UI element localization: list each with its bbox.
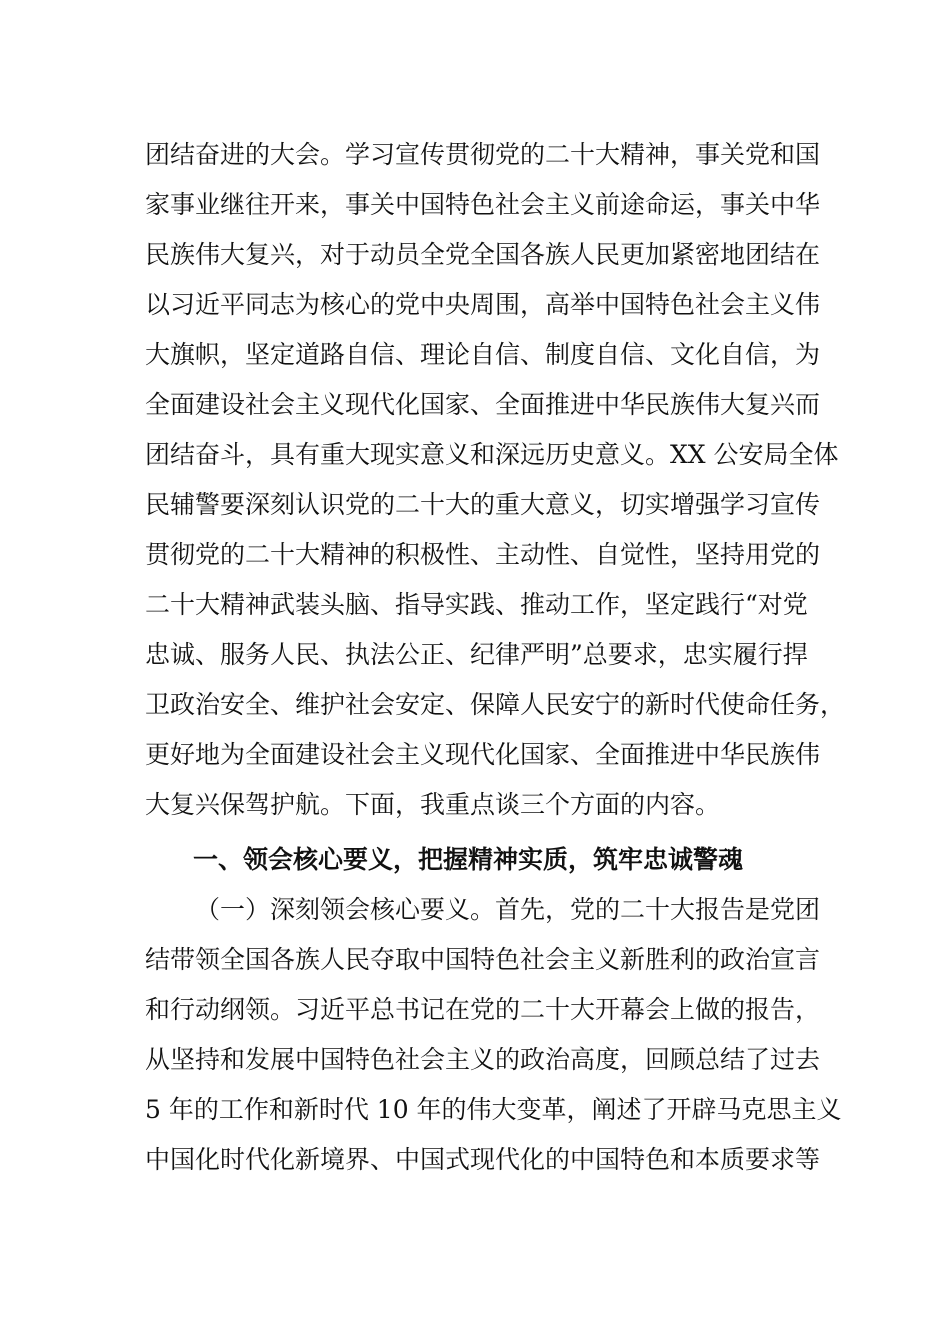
paragraph-line: 团结奋进的大会。学习宣传贯彻党的二十大精神，事关党和国 <box>145 140 821 169</box>
paragraph-line: 大旗帜，坚定道路自信、理论自信、制度自信、文化自信，为 <box>145 340 821 369</box>
paragraph-line: 和行动纲领。习近平总书记在党的二十大开幕会上做的报告， <box>145 995 821 1024</box>
paragraph-line: 家事业继往开来，事关中国特色社会主义前途命运，事关中华 <box>145 190 821 219</box>
body-paragraph-1 <box>145 130 846 830</box>
paragraph-line: 从坚持和发展中国特色社会主义的政治高度，回顾总结了过去 <box>145 1045 821 1074</box>
paragraph-line: 5 年的工作和新时代 10 年的伟大变革，阐述了开辟马克思主义 <box>145 1095 842 1124</box>
paragraph-line: 民辅警要深刻认识党的二十大的重大意义，切实增强学习宣传 <box>145 490 821 519</box>
paragraph-line: 大复兴保驾护航。下面，我重点谈三个方面的内容。 <box>145 790 721 819</box>
paragraph-line: （一）深刻领会核心要义。首先，党的二十大报告是党团 <box>195 895 821 924</box>
paragraph-line: 中国化时代化新境界、中国式现代化的中国特色和本质要求等 <box>145 1145 821 1174</box>
paragraph-line: 二十大精神武装头脑、指导实践、推动工作，坚定践行“对党 <box>145 590 808 619</box>
paragraph-line: 忠诚、服务人民、执法公正、纪律严明”总要求，忠实履行捍 <box>145 640 808 669</box>
section-heading: 一、领会核心要义，把握精神实质，筑牢忠诚警魂 <box>193 845 744 874</box>
paragraph-line: 贯彻党的二十大精神的积极性、主动性、自觉性，坚持用党的 <box>145 540 821 569</box>
paragraph-line: 全面建设社会主义现代化国家、全面推进中华民族伟大复兴而 <box>145 390 821 419</box>
paragraph-line: 结带领全国各族人民夺取中国特色社会主义新胜利的政治宣言 <box>145 945 821 974</box>
paragraph-line: 更好地为全面建设社会主义现代化国家、全面推进中华民族伟 <box>145 740 821 769</box>
paragraph-line: 民族伟大复兴，对于动员全党全国各族人民更加紧密地团结在 <box>145 240 821 269</box>
body-paragraph-2 <box>145 885 842 1185</box>
paragraph-line: 团结奋斗，具有重大现实意义和深远历史意义。XX 公安局全体 <box>145 440 839 469</box>
paragraph-line: 卫政治安全、维护社会安定、保障人民安宁的新时代使命任务， <box>145 690 846 719</box>
paragraph-line: 以习近平同志为核心的党中央周围，高举中国特色社会主义伟 <box>145 290 821 319</box>
